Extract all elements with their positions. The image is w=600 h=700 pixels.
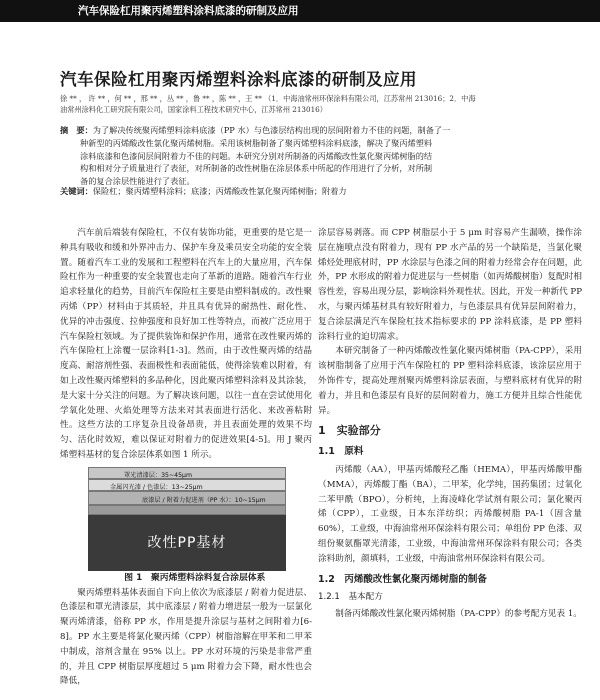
figure-label-basecoat: 金属闪光漆 / 色漆层：13~25μm bbox=[110, 483, 203, 491]
figure-caption: 图 1 聚丙烯塑料涂料复合涂层体系 bbox=[124, 572, 266, 583]
page-title: 汽车保险杠用聚丙烯塑料涂料底漆的研制及应用 bbox=[60, 70, 417, 89]
abstract-line-2: 种新型的丙烯酸改性氯化聚丙烯树脂。采用该树脂制备了聚丙烯塑料涂料底漆，解决了聚丙烯塑料 bbox=[80, 137, 433, 148]
keywords bbox=[60, 186, 580, 197]
coating-layer-figure bbox=[88, 467, 286, 571]
keywords-label: 关键词： bbox=[60, 186, 93, 196]
formula-paragraph: 制备丙烯酸改性氯化聚丙烯树脂（PA-CPP）的参考配方见表 1。 bbox=[335, 609, 582, 620]
right-paragraph-2: 本研究制备了一种丙烯酸改性氯化聚丙烯树脂（PA-CPP），采用该树脂制备了应用于汽车保险杠的 PP 塑料涂料底漆，该涂层应用于外饰件专，提高处理剂聚丙烯塑料涂层表面，与塑料底材有优异的附着力，并且和色漆层有良好的层间附着力，施工方便并且综合性能优异。 bbox=[318, 346, 582, 416]
intro-paragraph-1: 汽车前后端装有保险杠，不仅有装饰功能，更重要的是它是一种具有吸收和缓和外界冲击力、保护车身及乘员安全功能的安全装置。随着汽车工业的发展和工程塑料在汽车上的大量应用，汽车保险杠作为一种重要的安全装置也走向了革新的道路。随着汽车行业追求轻量化的趋势，目前汽车保险杠主要是由塑料制成的。改性聚丙烯（PP）材料由于其质轻，并且具有优异的耐热性、耐化性、优异的冲击强度、拉伸强度和良好加工性等特点，而被广泛应用于汽车保险杠领域。为了提供装饰和保护作用，通常在改性聚丙烯的汽车保险杠上涂覆一层涂料[1-3]。然而，由于改性聚丙烯的结晶度高、耐溶剂性强、表面极性和表面能低，使得涂装难以附着，有如上改性聚丙烯塑料的多品种化，因此聚丙烯塑料涂料及其涂装，是大家十分关注的问题。为了解决该问题，以往一直在尝试使用化学氧化处理、火焰处理等方法来对其表面进行活化、来改善粘附性。这些方法的工序复杂且设备昂贵，并且表面处理的效果不均匀、活化时效短，难以保证对附着力的促进效果[4-5]。用 J 聚丙烯塑料基材的复合涂层体系如图 1 所示。 bbox=[60, 228, 312, 460]
abstract-line-5: 备的复合涂层性能进行了表征。 bbox=[80, 176, 195, 187]
section-heading-1: 1 实验部分 bbox=[318, 424, 381, 438]
right-column bbox=[318, 226, 582, 622]
abstract-line-3: 涂料底漆和色漆间层间附着力不佳的问题。本研究分别对所制备的丙烯酸改性氯化聚丙烯树脂的结 bbox=[80, 150, 433, 161]
figure-label-clearcoat: 罩光清漆层：35~45μm bbox=[124, 471, 193, 479]
authors-line-2: 油常州涂料化工研究院有限公司，国家涂料工程技术研究中心，江苏常州 213016） bbox=[60, 104, 327, 114]
subsection-heading-1-2: 1.2 丙烯酸改性氯化聚丙烯树脂的制备 bbox=[318, 573, 487, 585]
materials-paragraph: 丙烯酸（AA），甲基丙烯酸羟乙酯（HEMA），甲基丙烯酸甲酯（MMA），丙烯酸丁酯（BA），二甲苯，化学纯，国药集团；过氧化二苯甲酰（BPO），分析纯，上海凌峰化学试剂有限公司；氯化聚丙烯（CPP），工业级，日本东洋纺织；丙烯酸树脂 PA-1（固含量 60%），工业级，中海油常州环保涂料有限公司；单组份 PP 色漆、双组份聚氨酯罩光清漆，工业级，中海油常州环保涂料有限公司；各类涂料助剂，颜填料，工业级，中海油常州环保涂料有限公司。 bbox=[318, 464, 582, 564]
running-header: 汽车保险杠用聚丙烯塑料涂料底漆的研制及应用 bbox=[0, 0, 600, 22]
left-column bbox=[60, 226, 312, 689]
abstract-label: 摘 要： bbox=[60, 125, 93, 135]
keywords-text: 保险杠；聚丙烯塑料涂料；底漆；丙烯酸改性氯化聚丙烯树脂；附着力 bbox=[92, 186, 347, 196]
right-paragraph-1: 涂层容易剥落。而 CPP 树脂层小于 5 μm 时容易产生漏喷，操作涂层在施喷点没有附着力，现有 PP 水产品的另一个缺陷是，当氯化聚烯烃处理底材时，PP 水涂层与色漆之间的附着力经常会存在问题，此外，PP 水形成的附着力促进层与一些树脂（如丙烯酸树脂）复配时相容性差，容易出现分层，影响涂料外观性状。因此，开发一种新代 PP 水，与聚丙烯基材具有较好附着力，与色漆层具有优异层间附着力，复合涂层满足汽车保险杠技术指标要求的 PP 涂料底漆，是 PP 塑料涂料行业的迫切需求。 bbox=[318, 228, 582, 342]
abstract-line-4: 构和相对分子质量进行了表征，对所制备的改性树脂在涂层体系中所起的作用进行了分析，对所制 bbox=[80, 163, 433, 174]
subsection-heading-1-2-1: 1.2.1 基本配方 bbox=[318, 592, 383, 603]
abstract-text-1: 为了解决传统聚丙烯塑料涂料底漆（PP 水）与色漆层结构出现的层间附着力不佳的问题，制备了一 bbox=[92, 125, 451, 135]
figure-label-primer: 底漆层 / 附着力促进剂（PP 水）：10~15μm bbox=[142, 496, 266, 504]
abstract-line-1 bbox=[60, 124, 580, 137]
intro-paragraph-2: 聚丙烯塑料基体表面自下向上依次为底漆层 / 附着力促进层、色漆层和罩光清漆层，其中底漆层 / 附着力增进层一般为一层氯化聚丙烯清漆，俗称 PP 水，作用是提升涂层与基材之间附着力[6-8]。PP 水主要是将氯化聚丙烯（CPP）树脂溶解在甲苯和二甲苯中制成，溶剂含量在 95% 以上。PP 水对环境的污染是非常严重的，并且 CPP 树脂层厚度超过 5 μm 附着力会下降，耐水性也会降低， bbox=[60, 587, 312, 687]
subsection-heading-1-1: 1.1 原料 bbox=[318, 446, 364, 458]
authors-line-1: 徐 ** ， 许 ** ，何 ** ，邢 ** ，丛 ** ，鲁 ** ，陈 ** ，王 ** （1．中海油常州环保涂料有限公司，江苏常州 213016；2．中海 bbox=[60, 94, 476, 103]
abstract bbox=[60, 124, 580, 188]
authors-affiliation bbox=[60, 94, 600, 115]
figure-substrate: 改性PP基材 bbox=[88, 515, 286, 571]
